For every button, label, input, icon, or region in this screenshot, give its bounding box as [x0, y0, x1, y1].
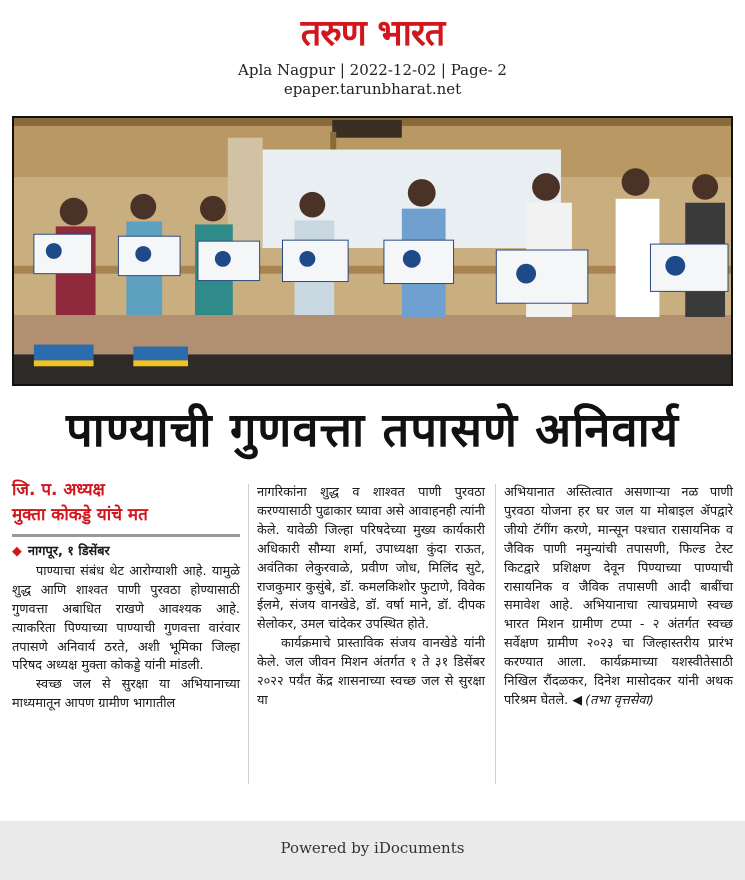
subhead-line-2: मुक्ता कोकड्डे यांचे मत [12, 505, 148, 525]
subhead-line-1: जि. प. अध्यक्ष [12, 480, 105, 500]
paragraph: नागरिकांना शुद्ध व शाश्वत पाणी पुरवठा करण्यासाठी पुढाकार घ्यावा असे आवाहनही त्यांनी केले. यावेळी जिल्हा परिषदेच्या मुख्य कार्यकारी अधिकारी सौम्या शर्मा, उपाध्यक्षा कुंदा राऊत, अवंतिका लेकुरवाळे, प्रवीण जोध, मिलिंद सुटे, राजकुमार कुसुंबे, डॉ. कमलकिशोर फुटाणे, विवेक ईलमे, संजय वानखेडे, डॉ. वर्षा माने, डॉ. दीपक सेलोकर, उमल चांदेकर उपस्थित होते. [257, 485, 485, 633]
news-credit: (तभा वृत्तसेवा) [585, 692, 654, 708]
subhead-divider [12, 534, 240, 537]
footer [0, 821, 745, 880]
paragraph: स्वच्छ जल से सुरक्षा या अभियानाच्या माध्यमातून आपण ग्रामीण भागातील [12, 677, 240, 712]
article-subhead [12, 478, 240, 528]
powered-by-link[interactable]: Powered by iDocuments [280, 839, 465, 857]
end-mark-icon: ◀ [572, 692, 583, 708]
photo-illustration [14, 118, 731, 384]
paragraph: पाण्याचा संबंध थेट आरोग्याशी आहे. यामुळे शुद्ध आणि शाश्वत पाणी पुरवठा होण्यासाठी गुणवत्ता अबाधित राखणे आवश्यक आहे. त्याकरिता पिण्याच्या पाण्याची गुणवत्ता वारंवार तपासणे अनिवार्य ठरते, अशी भूमिका जिल्हा परिषद अध्यक्ष मुक्ता कोकड्डे यांनी मांडली. [12, 563, 240, 674]
paragraph-text: अभियानात अस्तित्वात असणाऱ्या नळ पाणी पुरवठा योजना हर घर जल या मोबाइल ॲपद्वारे जीयो टॅगींग करणे, मान्सून पश्चात रासायनिक व जैविक पाणी नमुन्यांची तपासणी, फिल्ड टेस्ट किटद्वारे प्रशिक्षण देवून पिण्याच्या पाण्याची रासायनिक व जैविक तपासणी आदी बाबींचा समावेश आहे. अभियानाचा त्याचप्रमाणे स्वच्छ भारत मिशन ग्रामीण टप्पा - २ अंतर्गत स्वच्छ सर्वेक्षण ग्रामीण २०२३ चा जिल्हास्तरीय प्रारंभ करण्यात आला. कार्यक्रमाच्या यशस्वीतेसाठी निखिल रौंदळकर, दिनेश मासोदकर यांनी अथक परिश्रम घेतले. [504, 485, 733, 708]
dateline-text: नागपूर, १ डिसेंबर [27, 544, 110, 559]
masthead [0, 12, 745, 99]
edition-line: Apla Nagpur | 2022-12-02 | Page- 2 [238, 61, 507, 79]
article-headline: पाण्याची गुणवत्ता तपासणे अनिवार्य [65, 403, 680, 458]
dateline [12, 543, 240, 562]
article-photo [12, 116, 733, 386]
column-divider [248, 484, 249, 784]
article-column-1 [12, 478, 240, 714]
article-column-2 [257, 484, 485, 711]
paragraph: कार्यक्रमाचे प्रास्ताविक संजय वानखेडे यांनी केले. जल जीवन मिशन अंतर्गत १ ते ३१ डिसेंबर २०२२ पर्यंत केंद्र शासनाच्या स्वच्छ जल से सुरक्षा या [257, 636, 485, 708]
epaper-url[interactable]: epaper.tarunbharat.net [283, 80, 462, 98]
article-column-3 [504, 484, 733, 711]
diamond-bullet-icon: ◆ [12, 544, 22, 559]
logo-text: तरुण भारत [300, 13, 445, 54]
paragraph [504, 484, 733, 711]
column-divider [495, 484, 496, 784]
newspaper-logo[interactable] [301, 12, 445, 56]
